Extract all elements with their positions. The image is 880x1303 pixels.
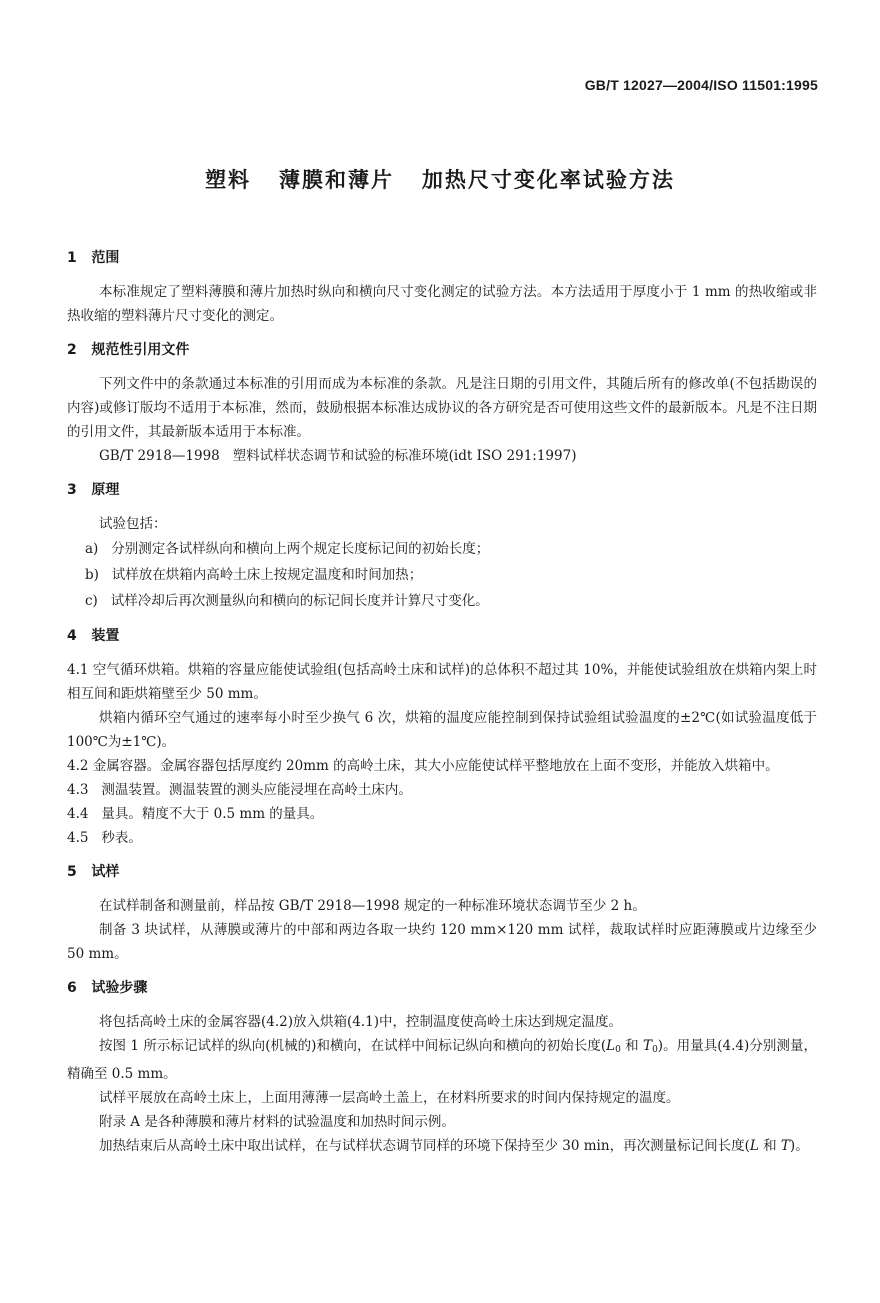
paragraph-2-text-b: )。用量具(4.4)分别测量，精确至 0.5 mm。 <box>67 1038 817 1082</box>
normative-reference: GB/T 2918—1998 塑料试样状态调节和试验的标准环境(idt ISO 291:1997) <box>99 448 577 464</box>
document-title: 塑料 薄膜和薄片 加热尺寸变化率试验方法 <box>205 168 675 192</box>
section-5-paragraph-2: 制备 3 块试样，从薄膜或薄片的中部和两边各取一块约 120 mm×120 mm 试样，裁取试样时应距薄膜或片边缘至少 50 mm。 <box>67 922 817 962</box>
section-3-heading: 3 原理 <box>67 482 120 498</box>
paragraph-2-text-mid: 和 <box>620 1038 644 1054</box>
section-3-intro: 试验包括： <box>99 516 167 532</box>
symbol-T: T <box>780 1138 790 1154</box>
clause-4-2: 4.2 金属容器。金属容器包括厚度约 20mm 的高岭土床，其大小应能使试样平整地放在上面不变形，并能放入烘箱中。 <box>67 758 779 774</box>
section-6-paragraph-5 <box>67 1134 817 1158</box>
principle-item-b: b) 试样放在烘箱内高岭土床上按规定温度和时间加热； <box>85 567 423 583</box>
section-5-paragraph-1: 在试样制备和测量前，样品按 GB/T 2918—1998 规定的一种标准环境状态调节至少 2 h。 <box>99 898 646 914</box>
section-6-paragraph-1: 将包括高岭土床的金属容器(4.2)放入烘箱(4.1)中，控制温度使高岭土床达到规定温度。 <box>99 1014 623 1030</box>
clause-4-4: 4.4 量具。精度不大于 0.5 mm 的量具。 <box>67 806 324 822</box>
document-body <box>67 248 817 1158</box>
principle-item-a: a) 分别测定各试样纵向和横向上两个规定长度标记间的初始长度； <box>85 541 490 557</box>
clause-4-1-continued: 烘箱内循环空气通过的速率每小时至少换气 6 次，烘箱的温度应能控制到保持试验组试验温度的±2℃(如试验温度低于 100℃为±1℃)。 <box>67 710 817 750</box>
section-1-heading: 1 范围 <box>67 250 120 266</box>
paragraph-2-text-a: 按图 1 所示标记试样的纵向(机械的)和横向，在试样中间标记纵向和横向的初始长度( <box>99 1038 607 1054</box>
section-1-paragraph: 本标准规定了塑料薄膜和薄片加热时纵向和横向尺寸变化测定的试验方法。本方法适用于厚度小于 1 mm 的热收缩或非热收缩的塑料薄片尺寸变化的测定。 <box>67 284 817 324</box>
symbol-T0: T <box>643 1038 653 1054</box>
section-2-heading: 2 规范性引用文件 <box>67 342 190 358</box>
section-4-heading: 4 装置 <box>67 628 120 644</box>
subscript-0-b: 0 <box>652 1045 658 1055</box>
standard-code: GB/T 12027—2004/ISO 11501:1995 <box>584 77 818 93</box>
paragraph-5-text-mid: 和 <box>758 1138 781 1154</box>
principle-item-c: c) 试样冷却后再次测量纵向和横向的标记间长度并计算尺寸变化。 <box>85 593 489 609</box>
section-6-paragraph-4: 附录 A 是各种薄膜和薄片材料的试验温度和加热时间示例。 <box>99 1114 455 1130</box>
section-2-paragraph: 下列文件中的条款通过本标准的引用而成为本标准的条款。凡是注日期的引用文件，其随后所有的修改单(不包括勘误的内容)或修订版均不适用于本标准，然而，鼓励根据本标准达成协议的各方研究是否可使用这些文件的最新版本。凡是不注日期的引用文件，其最新版本适用于本标准。 <box>67 376 817 440</box>
paragraph-5-text-b: )。 <box>789 1138 809 1154</box>
symbol-L0: L <box>606 1038 616 1054</box>
subscript-0: 0 <box>615 1045 621 1055</box>
clause-4-1: 4.1 空气循环烘箱。烘箱的容量应能使试验组(包括高岭土床和试样)的总体积不超过其 10%，并能使试验组放在烘箱内架上时相互间和距烘箱壁至少 50 mm。 <box>67 662 817 702</box>
clause-4-5: 4.5 秒表。 <box>67 830 142 846</box>
section-5-heading: 5 试样 <box>67 864 120 880</box>
section-6-paragraph-2 <box>67 1034 817 1086</box>
paragraph-5-text-a: 加热结束后从高岭土床中取出试样，在与试样状态调节同样的环境下保持至少 30 min，再次测量标记间长度( <box>99 1138 750 1154</box>
symbol-L: L <box>749 1138 759 1154</box>
section-6-paragraph-3: 试样平展放在高岭土床上，上面用薄薄一层高岭土盖上，在材料所要求的时间内保持规定的温度。 <box>99 1090 680 1106</box>
section-6-heading: 6 试验步骤 <box>67 980 148 996</box>
clause-4-3: 4.3 测温装置。测温装置的测头应能浸埋在高岭土床内。 <box>67 782 412 798</box>
